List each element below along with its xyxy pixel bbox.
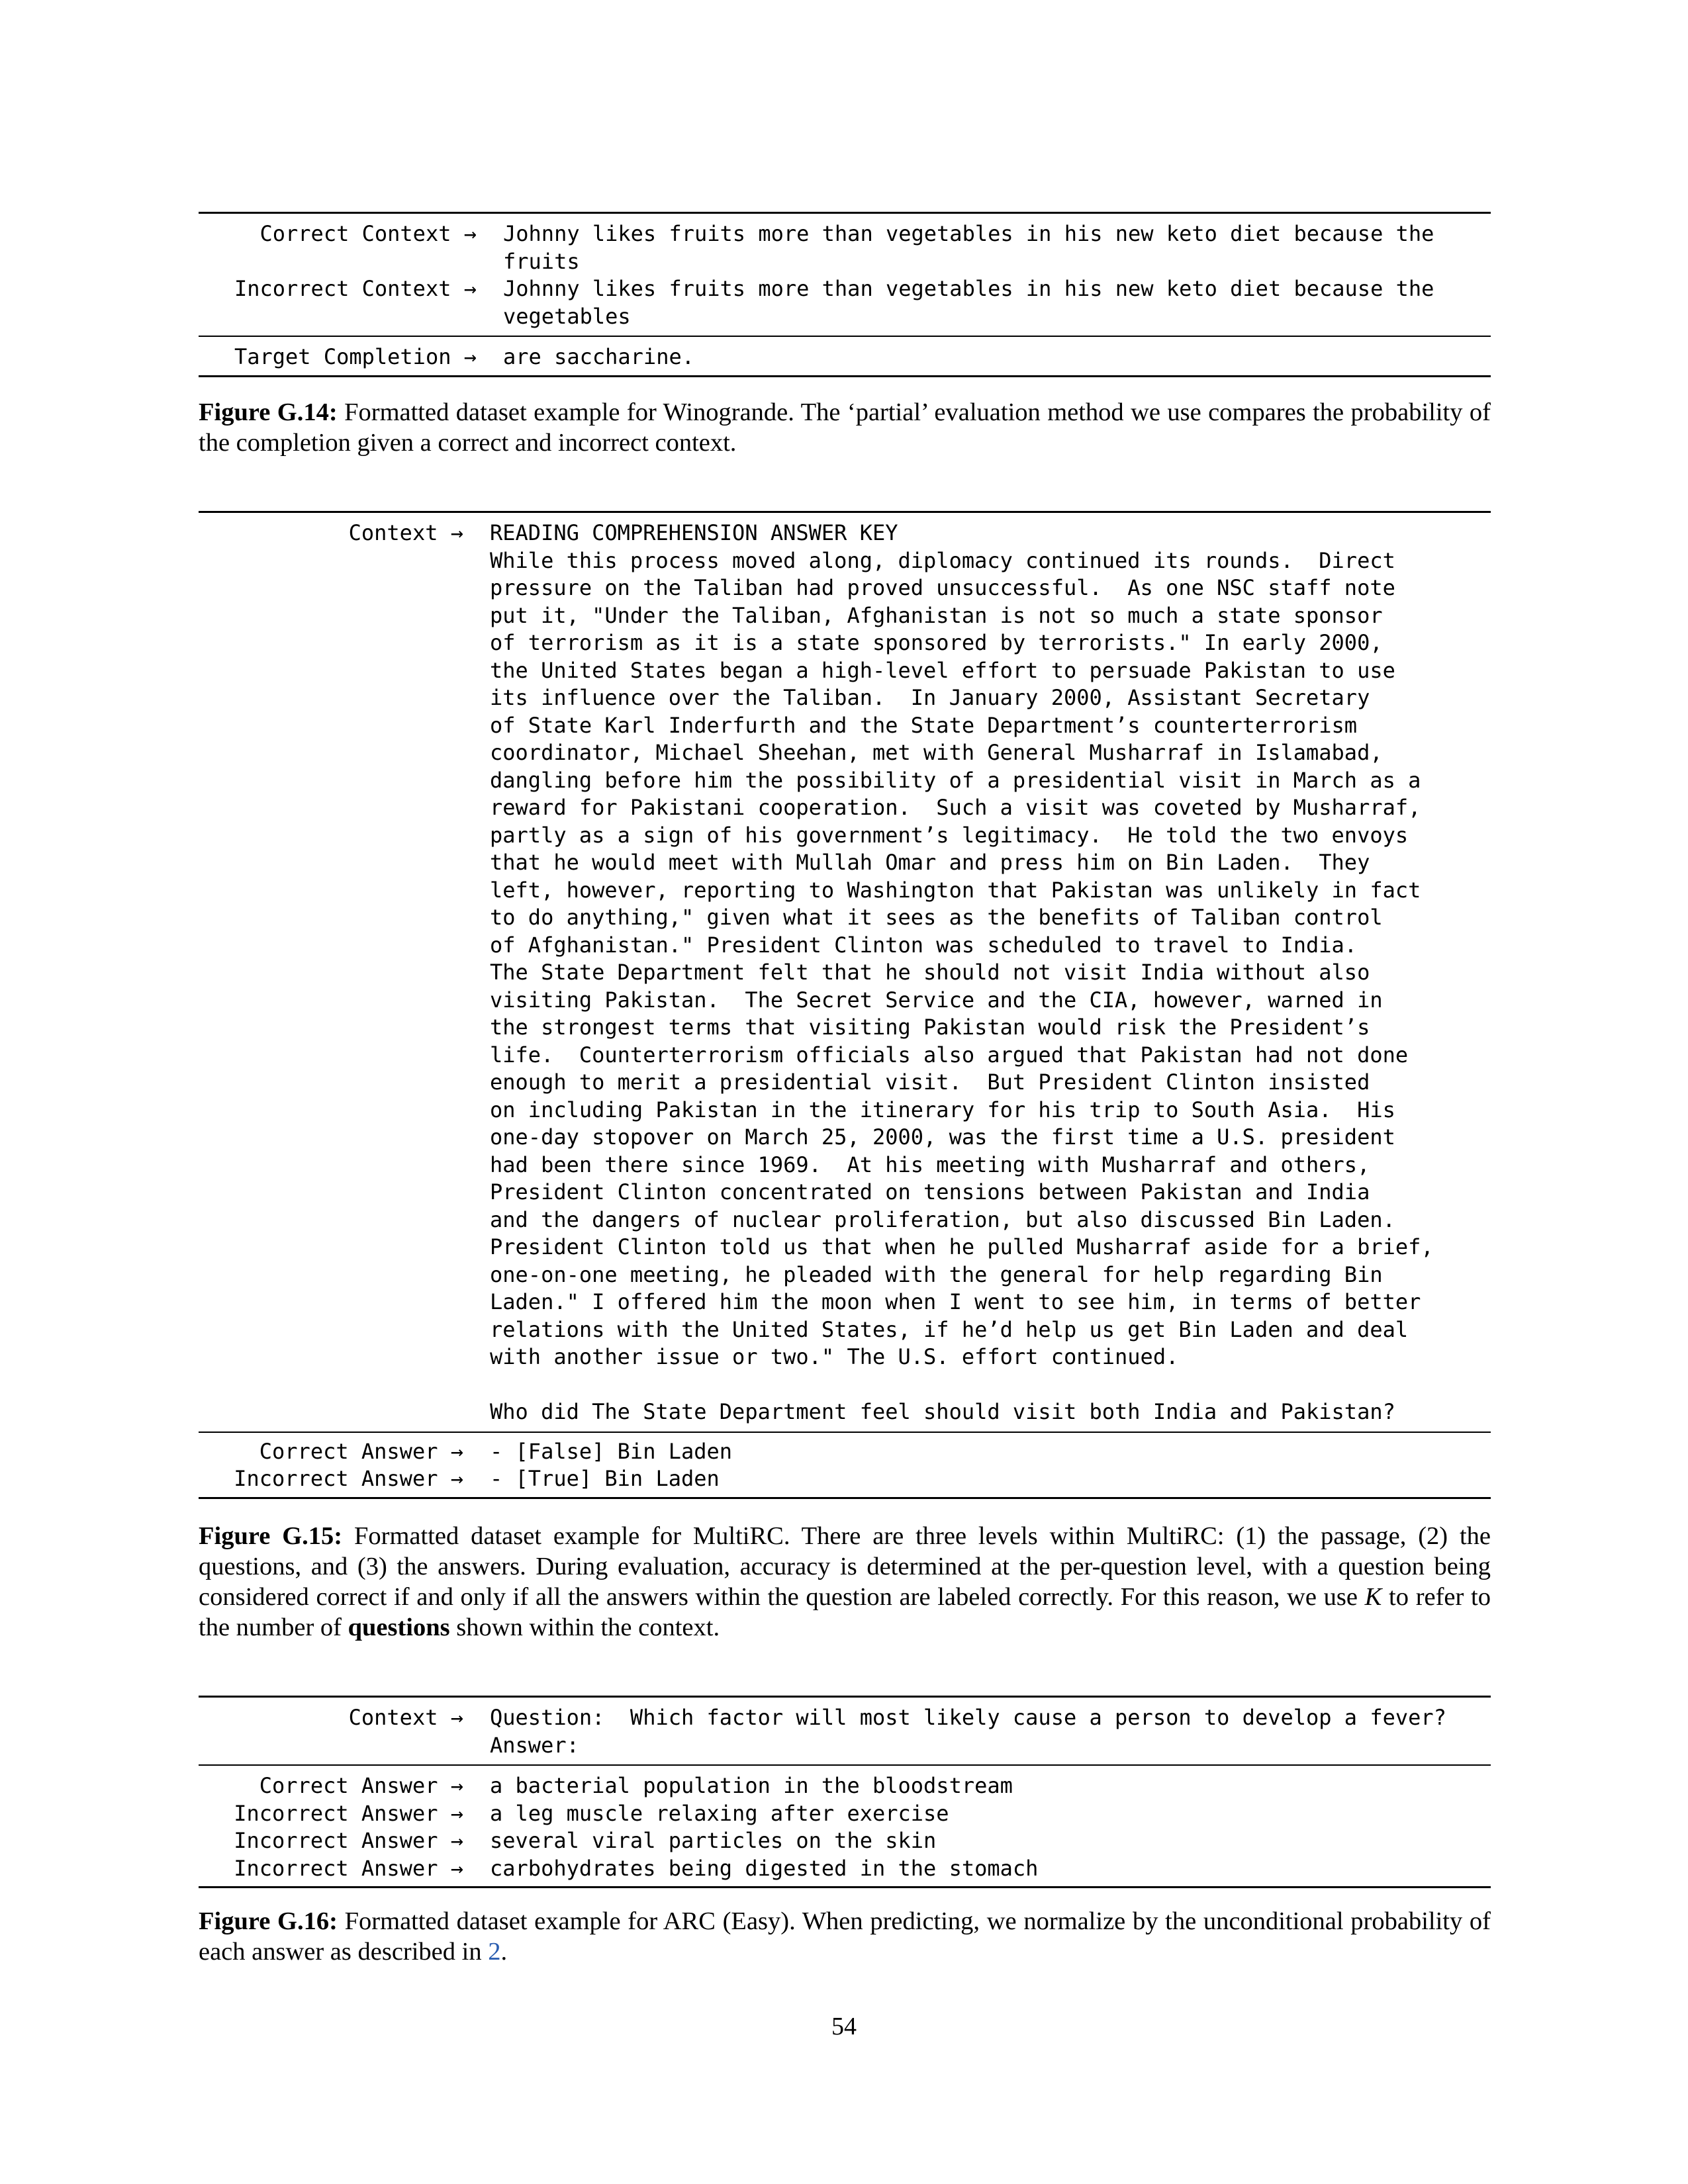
answer-value: - [True] Bin Laden xyxy=(490,1466,720,1491)
row-label: Incorrect Context → xyxy=(234,276,477,301)
bottom-rule xyxy=(199,1886,1491,1888)
context-text: READING COMPREHENSION ANSWER KEY While this process moved along, diplomacy continued its rounds. Direct pressure on the Taliban had proved unsuccessful. As one NSC staff note put it, "Under the Taliban, Afghanistan is not so much a state sponsor of terrorism as it is a state sponsored by terrorists." In early 2000, the United States began a high-level effort to persuade Pakistan to use its influence over the Taliban. In January 2000, Assistant Secretary of State Karl Inderfurth and the State Department’s counterterrorism coordinator, Michael Sheehan, met with General Musharraf in Islamabad, dangling before him the possibility of a presidential visit in March as a reward for Pakistani cooperation. Such a visit was coveted by Musharraf, partly as a sign of his government’s legitimacy. He told the two envoys that he would meet with Mullah Omar and press him on Bin Laden. They left, however, reporting to Washington that Pakistan was unlikely in fact to do anything," given what it sees as the benefits of Taliban control of Afghanistan." President Clinton was scheduled to travel to India. The State Department felt that he should not visit India without also visiting Pakistan. The Secret Service and the CIA, however, warned in the strongest terms that visiting Pakistan would risk the President’s life. Counterterrorism officials also argued that Pakistan had not done enough to merit a presidential visit. But President Clinton insisted on including Pakistan in the itinerary for his trip to South Asia. His one-day stopover on March 25, 2000, was the first time a U.S. president had been there since 1969. At his meeting with Musharraf and others, President Clinton concentrated on tensions between Pakistan and India and the dangers of nuclear proliferation, but also discussed Bin Laden. President Clinton told us that when he pulled Musharraf aside for a brief, one-on-one meeting, he pleaded with the general for help regarding Bin Laden." I offered him the moon when I went to see him, in terms of better relations with the United States, if he’d help us get Bin Laden and deal with another issue or two." The U.S. effort continued. Who did The State Department feel should visit both India and Pakistan? xyxy=(490,520,1434,1424)
table-row xyxy=(199,1855,1491,1883)
answer-label: Incorrect Answer → xyxy=(234,1466,463,1491)
caption-text: shown within the context. xyxy=(449,1614,720,1641)
row-label: Target Completion → xyxy=(234,344,477,369)
page-number: 54 xyxy=(831,2013,857,2040)
answer-label: Incorrect Answer → xyxy=(234,1828,463,1853)
table-row xyxy=(199,220,1491,275)
table-row xyxy=(199,343,1491,371)
context-label: Context → xyxy=(348,1705,463,1730)
figure-g16-table xyxy=(199,1696,1491,1888)
caption-label: Figure G.14: xyxy=(199,398,338,426)
answer-value: several viral particles on the skin xyxy=(490,1828,937,1853)
section-link[interactable]: 2 xyxy=(488,1938,501,1966)
caption-bold: questions xyxy=(348,1614,450,1641)
figure-g14-table xyxy=(199,212,1491,377)
caption-text: . xyxy=(500,1938,508,1966)
table-row xyxy=(199,1465,1491,1493)
caption-label: Figure G.16: xyxy=(199,1907,338,1935)
caption-text: to refer to the number of xyxy=(199,1583,1491,1641)
caption-k: K xyxy=(1364,1583,1382,1611)
answer-label: Incorrect Answer → xyxy=(234,1800,463,1826)
bottom-rule xyxy=(199,375,1491,377)
figure-g15-caption xyxy=(199,1521,1491,1643)
table-row xyxy=(199,1800,1491,1828)
figure-g16-caption xyxy=(199,1906,1491,1967)
caption-label: Figure G.15: xyxy=(199,1522,343,1550)
row-label: Correct Context → xyxy=(259,221,477,246)
table-row xyxy=(199,275,1491,330)
table-row xyxy=(199,1772,1491,1800)
table-row xyxy=(199,1827,1491,1855)
answer-value: a leg muscle relaxing after exercise xyxy=(490,1800,949,1826)
table-row xyxy=(199,520,1491,1426)
figure-g14-caption xyxy=(199,397,1491,458)
answer-label: Correct Answer → xyxy=(259,1773,463,1798)
bottom-rule xyxy=(199,1497,1491,1499)
caption-text: Formatted dataset example for Winogrande. The ‘partial’ evaluation method we use compares the probability of the completion given a correct and incorrect context. xyxy=(199,398,1491,457)
answer-label: Incorrect Answer → xyxy=(234,1855,463,1881)
caption-text: Formatted dataset example for MultiRC. There are three levels within MultiRC: (1) the passage, (2) the questions, and (3) the answers. During evaluation, accuracy is determined at the per-question level, with a question being considered correct if and only if all the answers within the question are labeled correctly. For this reason, we use xyxy=(199,1522,1491,1611)
table-row xyxy=(199,1704,1491,1759)
answer-value: a bacterial population in the bloodstream xyxy=(490,1773,1013,1798)
answer-label: Correct Answer → xyxy=(259,1438,463,1464)
context-text: Question: Which factor will most likely cause a person to develop a fever? Answer: xyxy=(490,1705,1446,1758)
context-label: Context → xyxy=(348,520,463,545)
figure-g15-table xyxy=(199,511,1491,1499)
answer-value: - [False] Bin Laden xyxy=(490,1438,733,1464)
answer-value: carbohydrates being digested in the stomach xyxy=(490,1855,1039,1881)
row-value: Johnny likes fruits more than vegetables in his new keto diet because the fruits xyxy=(503,221,1434,274)
row-value: Johnny likes fruits more than vegetables in his new keto diet because the vegetables xyxy=(503,276,1434,329)
row-value: are saccharine. xyxy=(503,344,694,369)
caption-text: Formatted dataset example for ARC (Easy). When predicting, we normalize by the unconditional probability of each answer as described in xyxy=(199,1907,1491,1966)
table-row xyxy=(199,1438,1491,1466)
